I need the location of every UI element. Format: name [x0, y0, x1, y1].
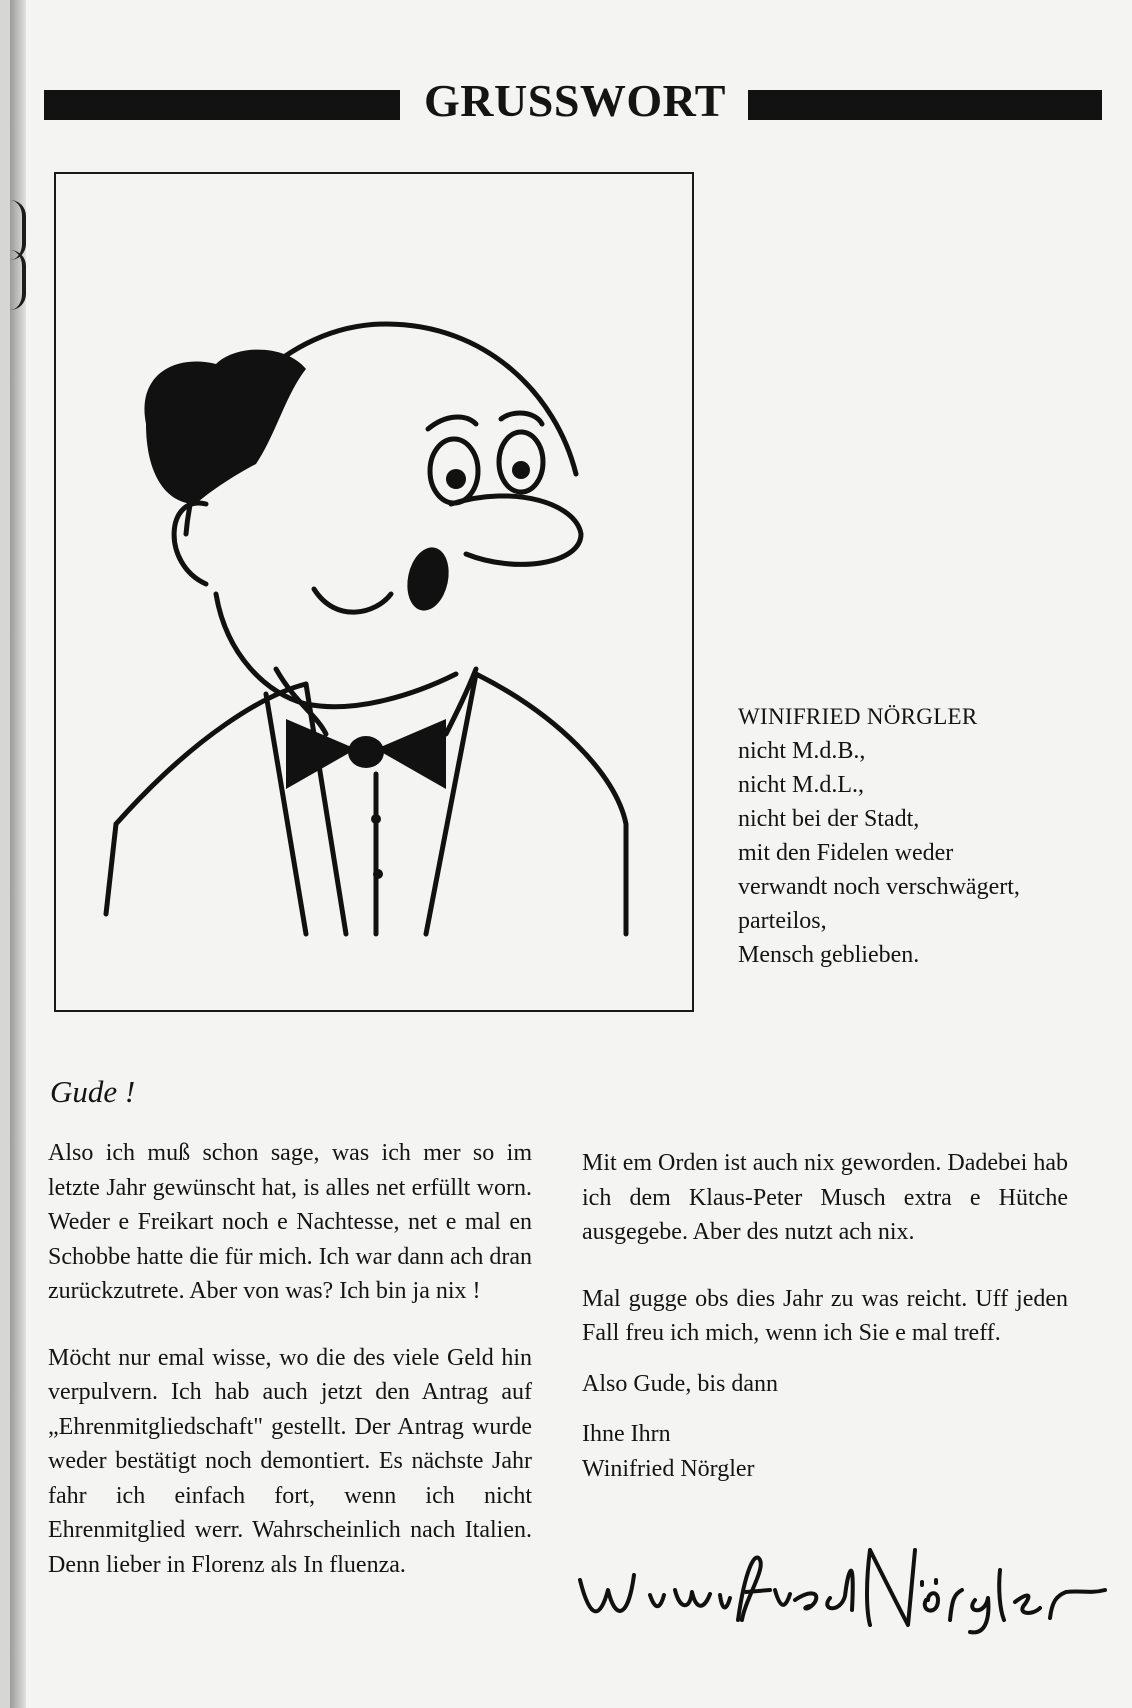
caricature-illustration: [56, 174, 694, 1012]
letter-paragraph: Mal gugge obs dies Jahr zu was reicht. Uff jeden Fall freu ich mich, wenn ich Sie e mal treff.: [582, 1285, 1068, 1346]
binding-ring: [10, 250, 26, 310]
sign-line: Winifried Nörgler: [582, 1455, 755, 1482]
caption-line: Mensch geblieben.: [738, 942, 920, 968]
caption-line: parteilos,: [738, 908, 827, 934]
caricature-frame: [54, 172, 694, 1012]
caption-line: verwandt noch verschwägert,: [738, 874, 1020, 900]
caption-line: nicht M.d.B.,: [738, 738, 866, 764]
page-title: GRUSSWORT: [424, 75, 726, 126]
letter-left-column: [48, 1136, 532, 1582]
letter-paragraph: Möcht nur emal wisse, wo die des viele Geld hin verpulvern. Ich hab auch jetzt den Antrag auf „Ehrenmitgliedschaft" gestellt. Der Antrag wurde weder bestätigt noch demontiert. Es nächste Jahr fahr ich einfach fort, wenn ich nicht Ehrenmitglied werr. Wahrscheinlich nach Italien. Denn lieber in Florenz als In fluenza.: [48, 1344, 532, 1578]
caricature-caption: [738, 700, 1020, 972]
header-bar-right: [748, 90, 1102, 120]
header-bar-left: [44, 90, 400, 120]
caption-line: mit den Fidelen weder: [738, 840, 954, 866]
page: [10, 0, 1132, 1708]
binding-edge: [10, 0, 26, 1708]
caption-line: WINIFRIED NÖRGLER: [738, 704, 978, 729]
caption-line: nicht bei der Stadt,: [738, 806, 920, 832]
sign-line: Ihne Ihrn: [582, 1421, 671, 1447]
handwritten-signature: [570, 1530, 1110, 1640]
letter-right-column: [582, 1146, 1068, 1486]
letter-paragraph: Also ich muß schon sage, was ich mer so im letzte Jahr gewünscht hat, is alles net erfüllt worn. Weder e Freikart noch e Nachtesse, net e mal en Schobbe hatte die für mich. Ich war dann ach dran zurückzutrete. Aber von was? Ich bin ja nix !: [48, 1140, 532, 1304]
letter-closing: Also Gude, bis dann: [582, 1370, 778, 1397]
letter-paragraph: Mit em Orden ist auch nix geworden. Dadebei hab ich dem Klaus-Peter Musch extra e Hütche ausgegebe. Aber des nutzt ach nix.: [582, 1150, 1068, 1245]
caption-line: nicht M.d.L.,: [738, 772, 864, 798]
letter-greeting: Gude !: [50, 1074, 136, 1109]
